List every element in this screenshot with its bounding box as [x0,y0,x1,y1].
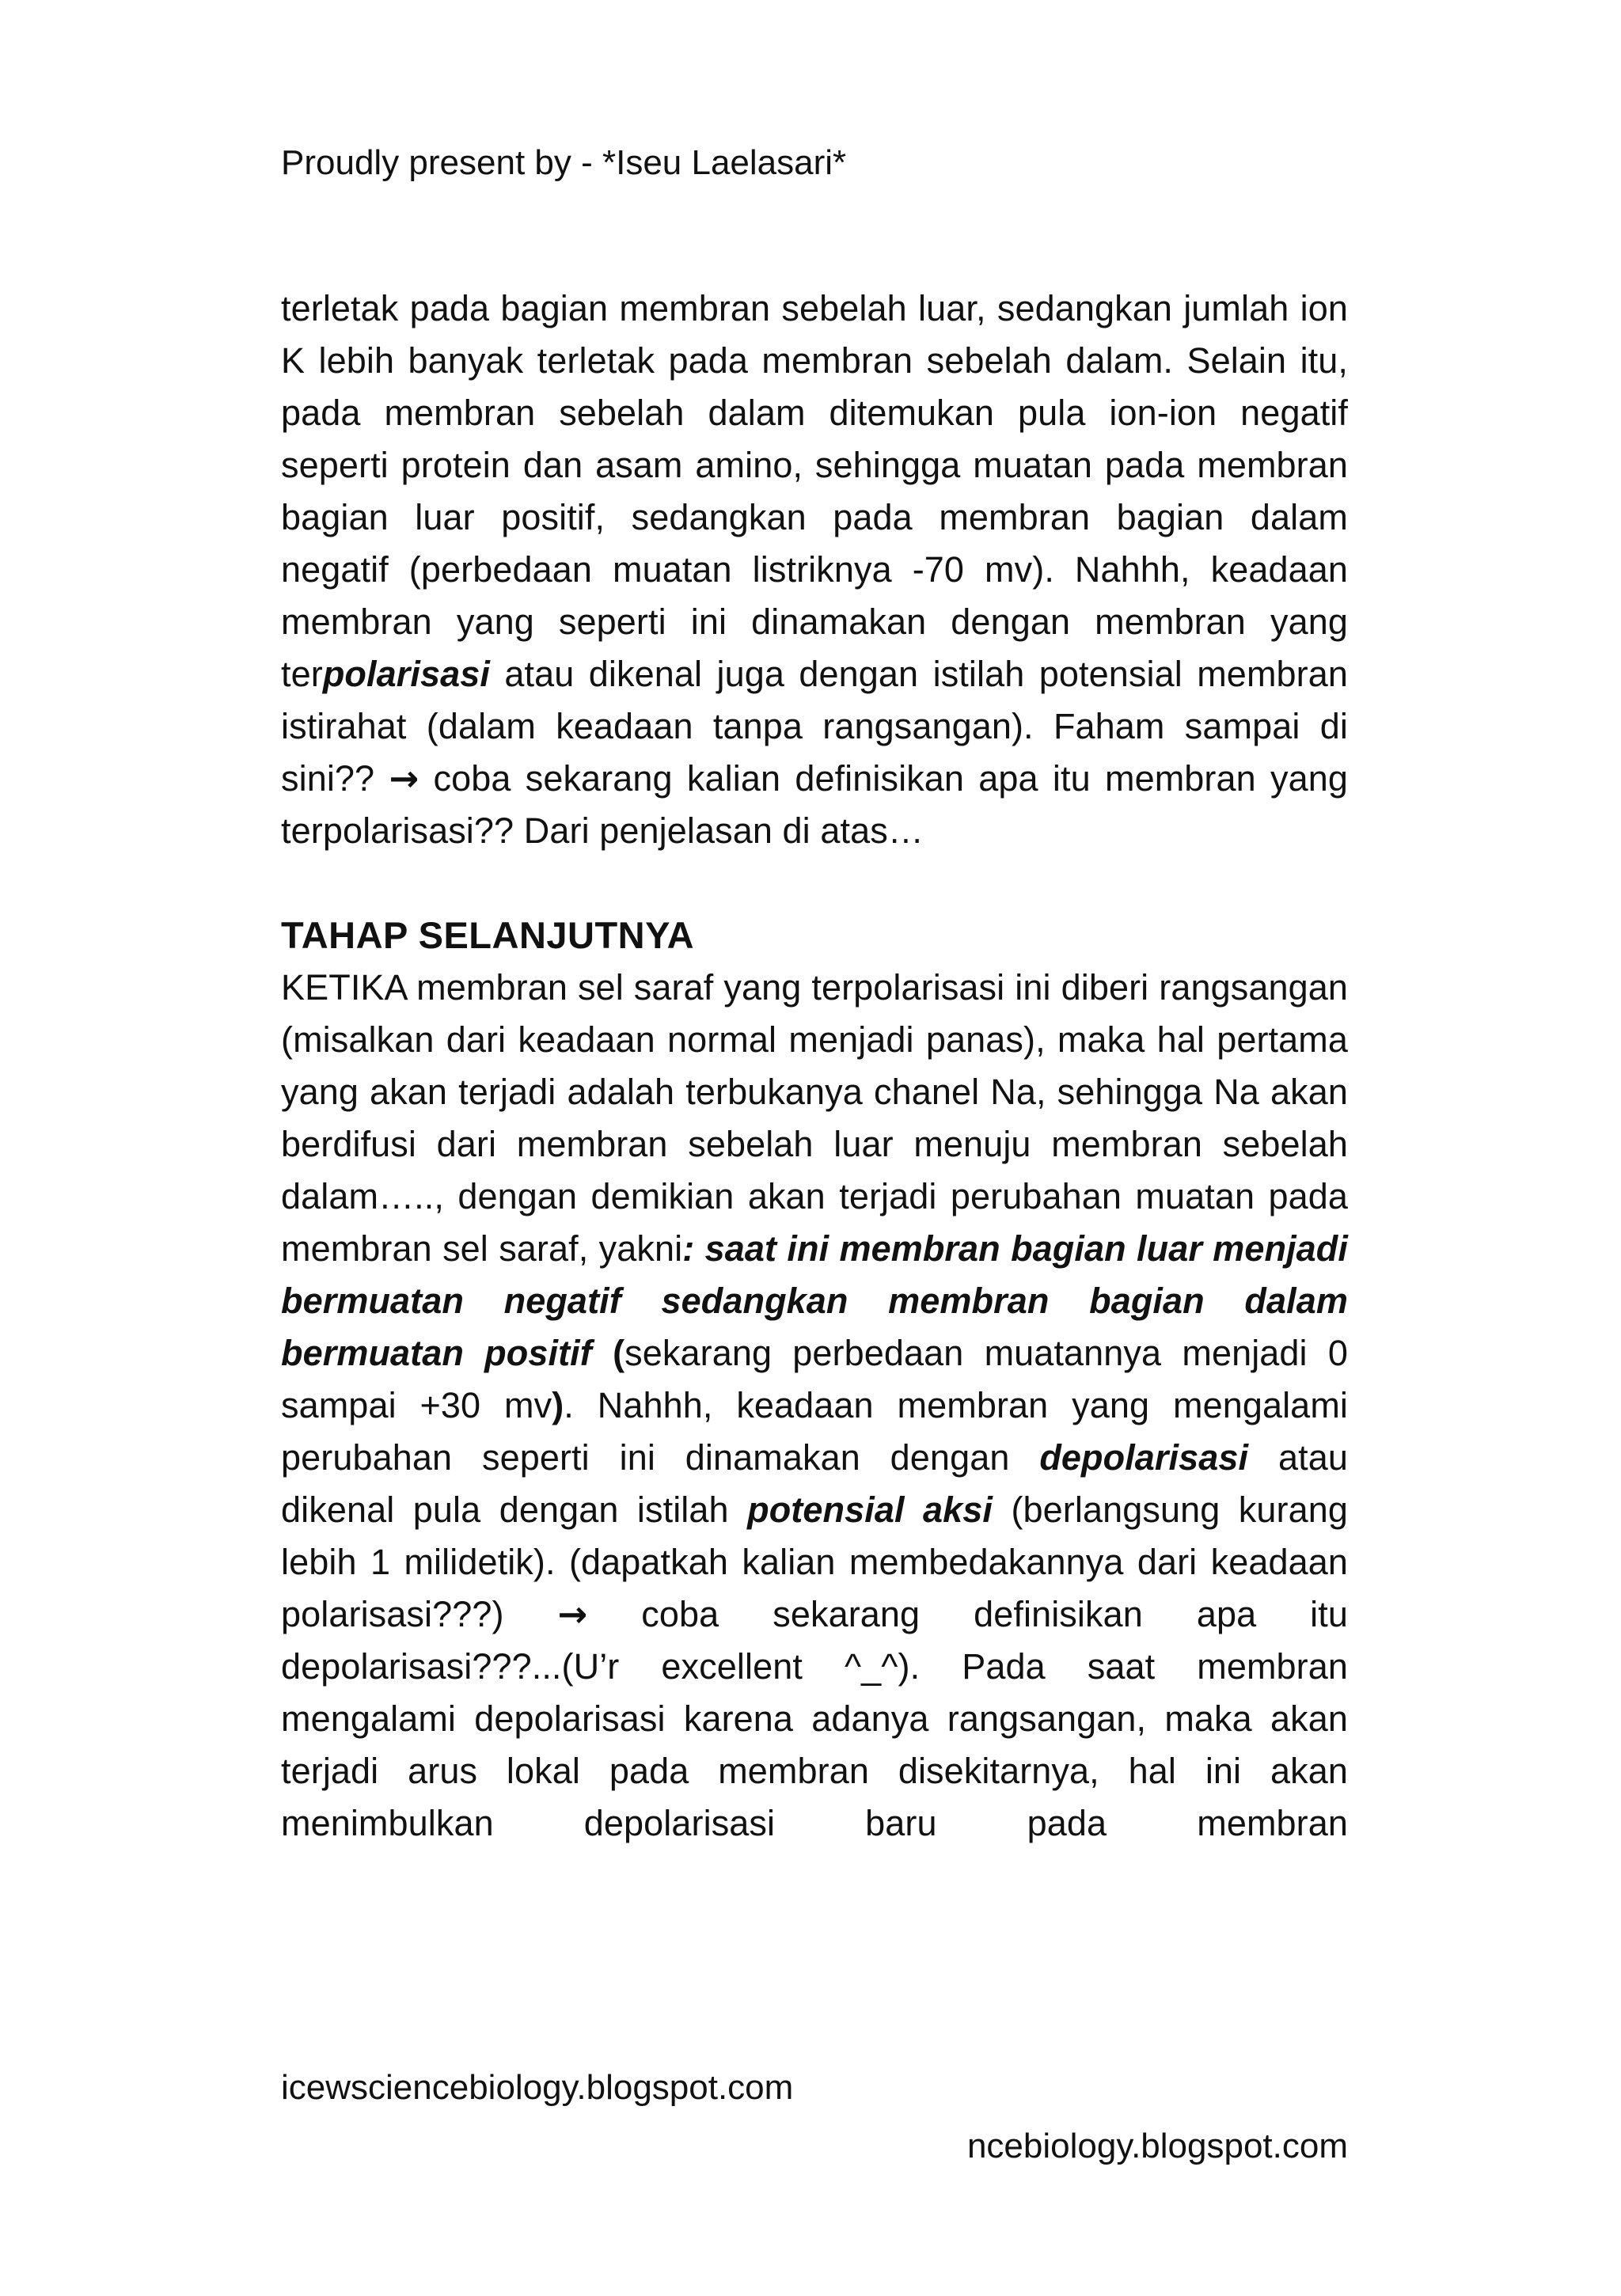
emphasis-depolarisasi: depolarisasi [1039,1437,1249,1478]
paren-open: ( [613,1333,625,1373]
text-run: KETIKA membran sel saraf yang terpolarisasi ini diberi rangsangan (misalkan dari keadaan normal menjadi panas), maka hal pertama yang akan terjadi adalah terbukanya chanel Na, sehingga Na akan berdifusi dari membran sebelah luar menuju membran sebelah dalam….., dengan demikian akan terjadi perubahan muatan pada membran sel saraf, yakni [281,967,1348,1269]
text-run: sekarang perbedaan muatannya menjadi 0 sampai +30 mv [281,1333,1348,1425]
text-run: atau dikenal pula dengan istilah [281,1437,1348,1530]
arrow-right-icon: → [557,1593,588,1635]
text-run: atau dikenal juga dengan istilah potensial membran istirahat (dalam keadaan tanpa rangsangan). Faham sampai di sini?? [281,654,1348,799]
document-body [281,283,1348,1850]
footer-url-right: ncebiology.blogspot.com [966,2127,1348,2165]
emphasis-charge-change: : saat ini membran bagian luar menjadi bermuatan negatif sedangkan membran bagian dalam bermuatan positif [281,1228,1348,1373]
paren-close: ) [552,1385,564,1425]
text-run: coba sekarang definisikan apa itu depolarisasi???...(U’r excellent ^_^). Pada saat membran mengalami depolarisasi karena adanya rangsangan, maka akan terjadi arus lokal pada membran disekitarnya, hal ini akan menimbulkan depolarisasi baru pada membran [281,1594,1348,1843]
emphasis-potensial-aksi: potensial aksi [747,1490,993,1530]
text-run [592,1333,613,1373]
text-run: . Nahhh, keadaan membran yang mengalami perubahan seperti ini dinamakan dengan [281,1385,1348,1478]
page-header: Proudly present by - *Iseu Laelasari* [281,143,847,182]
section-heading: TAHAP SELANJUTNYA [281,914,695,956]
text-run: terletak pada bagian membran sebelah luar, sedangkan jumlah ion K lebih banyak terletak pada membran sebelah dalam. Selain itu, pada membran sebelah dalam ditemukan pula ion-ion negatif seperti protein dan asam amino, sehingga muatan pada membran bagian luar positif, sedangkan pada membran bagian dalam negatif (perbedaan muatan listriknya -70 mv). Nahhh, keadaan membran yang seperti ini dinamakan dengan membran yang ter [281,288,1348,694]
paragraph-polarisasi [281,283,1348,857]
paragraph-depolarisasi [281,962,1348,1850]
text-run: coba sekarang kalian definisikan apa itu membran yang terpolarisasi?? Dari penjelasan di atas… [281,758,1349,851]
arrow-right-icon: → [389,757,419,799]
emphasis-polarisasi: polarisasi [322,654,490,694]
footer-url-left: icewsciencebiology.blogspot.com [281,2068,794,2107]
text-run: (berlangsung kurang lebih 1 milidetik). (dapatkah kalian membedakannya dari keadaan polarisasi???) [281,1490,1348,1634]
